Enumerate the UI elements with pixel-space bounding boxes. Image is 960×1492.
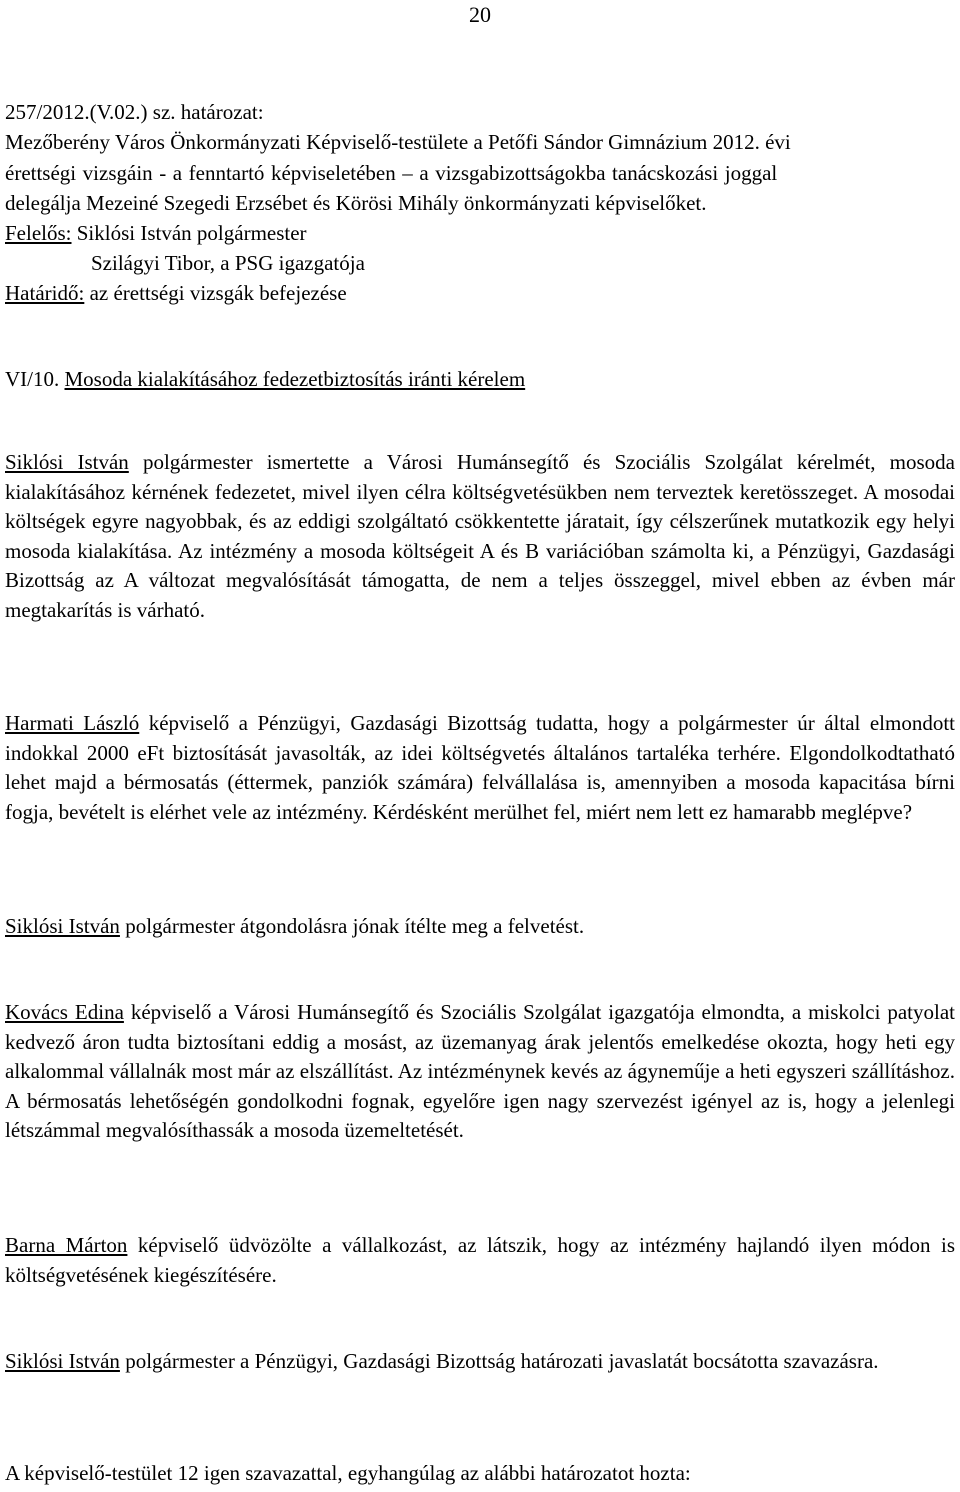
responsible-label: Felelős: <box>5 221 72 245</box>
speaker-name: Siklósi István <box>5 450 129 474</box>
speech-text: polgármester ismertette a Városi Humánsegítő és Szociális Szolgálat kérelmét, mosoda kialakításához kérnének fedezetet, mivel ilyen célra költségvetésükben nem terveztek keretösszeget. A mosodai költségek egyre nagyobbak, és az eddigi szolgáltató csökkentette járatait, így célszerűnek mutatkozik egy helyi mosoda kialakítása. Az intézmény a mosoda költségeit A és B variációban számolta ki, a Pénzügyi, Gazdasági Bizottság az A változat megvalósítását támogatta, de nem a teljes összeggel, mivel ebben az évben már megtakarítás is várható. <box>5 450 955 622</box>
deadline-line <box>5 280 347 306</box>
speech-text: képviselő üdvözölte a vállalkozást, az látszik, hogy az intézmény hajlandó ilyen módon is költségvetésének kiegészítésére. <box>5 1233 955 1287</box>
speaker-name: Harmati László <box>5 711 140 735</box>
speech-text: polgármester átgondolásra jónak ítélte meg a felvetést. <box>119 914 585 938</box>
speech-paragraph <box>5 709 955 827</box>
responsible-line <box>5 220 307 246</box>
responsible-person: Siklósi István polgármester <box>71 221 307 245</box>
speech-paragraph <box>5 1347 955 1377</box>
responsible-person: Szilágyi Tibor, a PSG igazgatója <box>91 251 365 275</box>
speech-paragraph <box>5 912 955 942</box>
agenda-number: VI/10. <box>5 367 65 391</box>
resolution-text-line: Mezőberény Város Önkormányzati Képviselő-testülete a Petőfi Sándor Gimnázium 2012. évi <box>5 130 791 154</box>
resolution-text-line: delegálja Mezeiné Szegedi Erzsébet és Körösi Mihály önkormányzati képviselőket. <box>5 191 707 215</box>
speech-paragraph <box>5 998 955 1146</box>
speech-text: polgármester a Pénzügyi, Gazdasági Bizottság határozati javaslatát bocsátotta szavazásra. <box>119 1349 879 1373</box>
closing-sentence: A képviselő-testület 12 igen szavazattal, egyhangúlag az alábbi határozatot hozta: <box>5 1461 691 1485</box>
speaker-name: Barna Márton <box>5 1233 128 1257</box>
resolution-number: 257/2012.(V.02.) sz. határozat: <box>5 100 264 124</box>
deadline-value: az érettségi vizsgák befejezése <box>84 281 347 305</box>
speech-paragraph <box>5 448 955 626</box>
speech-text: képviselő a Pénzügyi, Gazdasági Bizottság tudatta, hogy a polgármester úr által elmondott indokkal 2000 eFt biztosítását javasolták, az idei költségvetés általános tartaléka terhére. Elgondolkodtatható lehet majd a bérmosatás (éttermek, panziók számára) felvállalása is, amennyiben a mosoda kapacitása bírni fogja, bevételt is elérhet vele az intézmény. Kérdésként merülhet fel, miért nem lett ez hamarabb meglépve? <box>5 711 955 824</box>
agenda-heading <box>5 366 525 392</box>
speech-text: képviselő a Városi Humánsegítő és Szociális Szolgálat igazgatója elmondta, a miskolci patyolat kedvező áron tudta biztosítani eddig a mosást, az üzemanyag árak jelentős emelkedése okozta, hogy heti egy alkalommal vállalnák most már az elszállítást. Az intézménynek kevés az ágyneműje a heti egyszeri szállításhoz. A bérmosatás lehetőségén gondolkodni fognak, egyelőre igen nagy szervezést igényel az is, hogy a jelenlegi létszámmal megvalósíthassák a mosoda üzemeltetését. <box>5 1000 955 1143</box>
speaker-name: Siklósi István <box>5 914 120 938</box>
page-number: 20 <box>469 2 491 27</box>
speech-paragraph <box>5 1231 955 1290</box>
resolution-text-line: érettségi vizsgáin - a fenntartó képviseletében – a vizsgabizottságokba tanácskozási joggal <box>5 161 778 185</box>
agenda-title: Mosoda kialakításához fedezetbiztosítás iránti kérelem <box>64 367 526 391</box>
speaker-name: Siklósi István <box>5 1349 120 1373</box>
deadline-label: Határidő: <box>5 281 85 305</box>
speaker-name: Kovács Edina <box>5 1000 124 1024</box>
